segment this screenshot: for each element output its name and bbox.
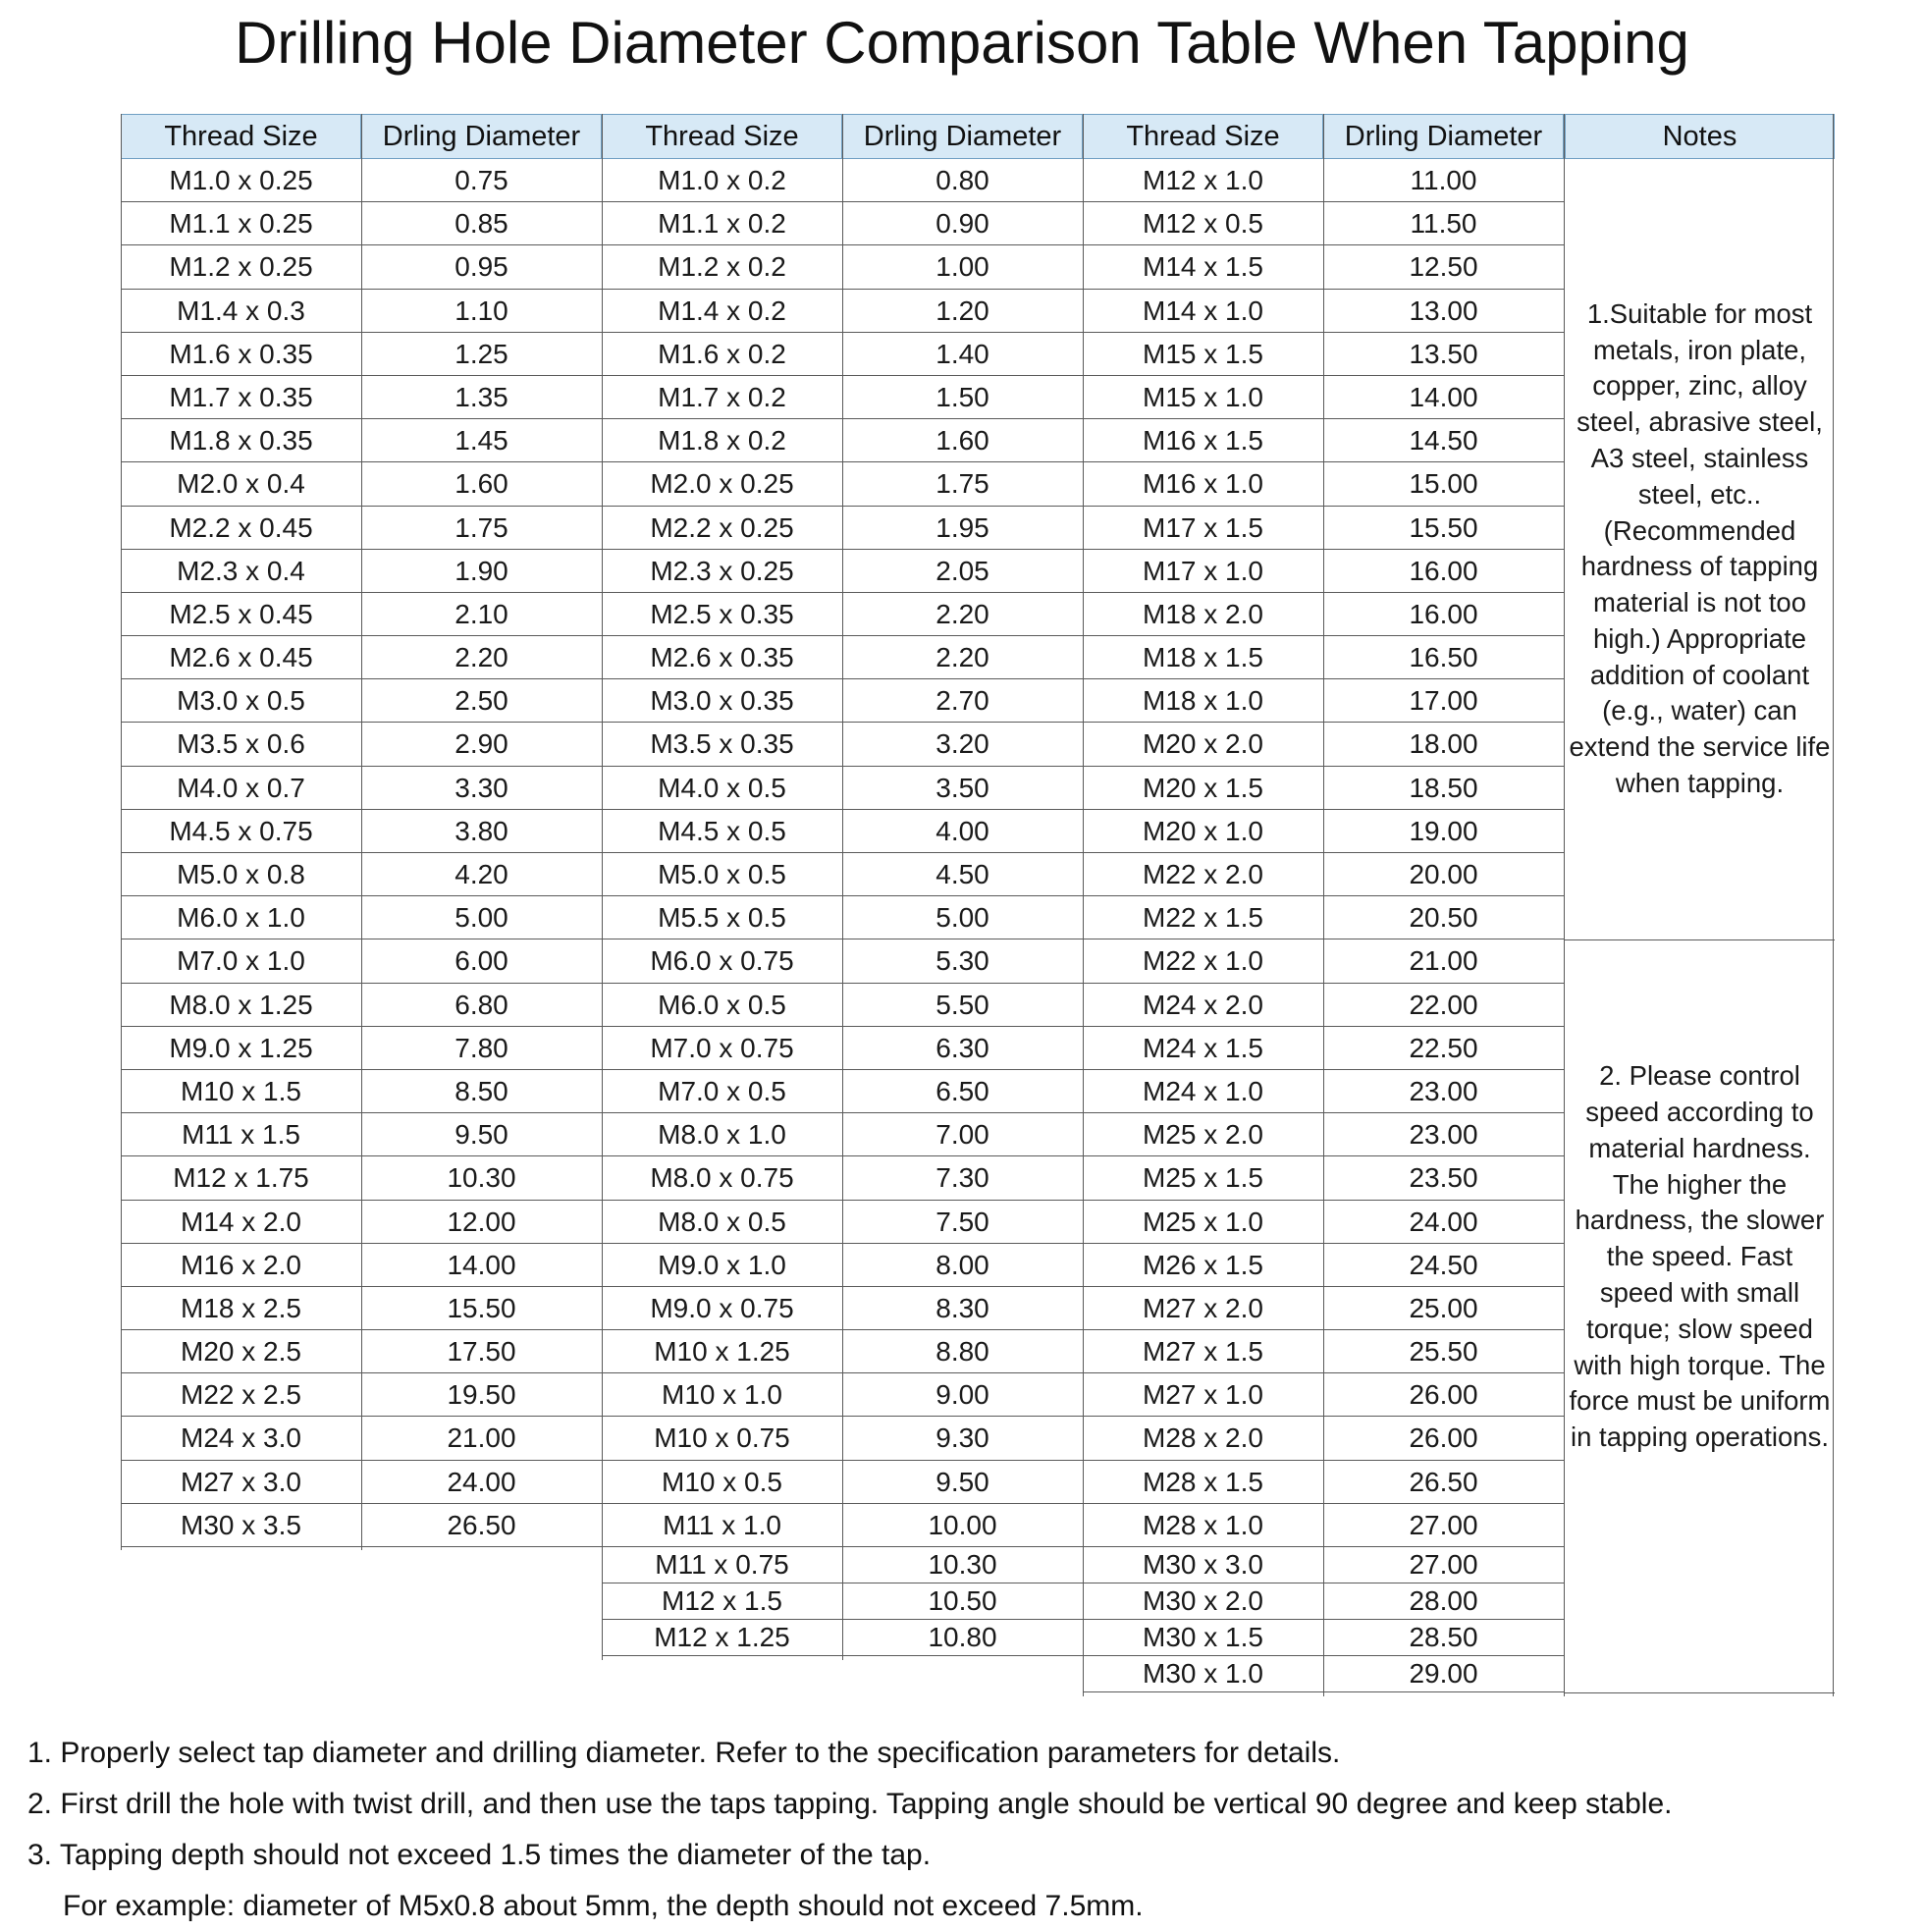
drilling-diameter-cell: 6.30 [842, 1027, 1083, 1070]
thread-size-cell: M6.0 x 1.0 [121, 896, 361, 939]
thread-size-cell: M1.0 x 0.2 [602, 159, 842, 202]
drilling-diameter-cell: 16.00 [1323, 550, 1564, 593]
grid-line [602, 114, 603, 1660]
drilling-diameter-cell: 17.00 [1323, 679, 1564, 723]
grid-line [1564, 114, 1565, 1696]
thread-size-cell: M27 x 1.0 [1083, 1373, 1323, 1417]
table3-thread-header: Thread Size [1083, 114, 1323, 159]
thread-size-cell: M4.0 x 0.7 [121, 767, 361, 810]
thread-size-cell: M16 x 2.0 [121, 1244, 361, 1287]
thread-size-cell: M2.3 x 0.25 [602, 550, 842, 593]
thread-size-cell: M2.2 x 0.25 [602, 507, 842, 550]
drilling-diameter-cell: 0.75 [361, 159, 602, 202]
thread-size-cell: M9.0 x 1.0 [602, 1244, 842, 1287]
drilling-diameter-cell: 0.95 [361, 245, 602, 289]
drilling-diameter-cell: 18.50 [1323, 767, 1564, 810]
thread-size-cell: M20 x 1.5 [1083, 767, 1323, 810]
drilling-diameter-cell: 4.00 [842, 810, 1083, 853]
page-title: Drilling Hole Diameter Comparison Table When Tapping [235, 10, 1689, 76]
thread-size-cell: M1.1 x 0.25 [121, 202, 361, 245]
thread-size-cell: M8.0 x 1.25 [121, 984, 361, 1027]
drilling-diameter-cell: 2.20 [842, 636, 1083, 679]
thread-size-cell: M14 x 1.0 [1083, 290, 1323, 333]
thread-size-cell: M2.2 x 0.45 [121, 507, 361, 550]
thread-size-cell: M14 x 1.5 [1083, 245, 1323, 289]
thread-size-cell: M12 x 0.5 [1083, 202, 1323, 245]
thread-size-cell: M2.6 x 0.45 [121, 636, 361, 679]
thread-size-cell: M3.5 x 0.6 [121, 723, 361, 766]
grid-line [361, 114, 362, 1550]
thread-size-cell: M16 x 1.0 [1083, 462, 1323, 506]
thread-size-cell: M15 x 1.0 [1083, 376, 1323, 419]
drilling-diameter-cell: 3.50 [842, 767, 1083, 810]
drilling-diameter-cell: 4.50 [842, 853, 1083, 896]
thread-size-cell: M1.6 x 0.2 [602, 333, 842, 376]
thread-size-cell: M27 x 2.0 [1083, 1287, 1323, 1330]
table3-thread-col [1083, 114, 1323, 1692]
thread-size-cell: M18 x 1.0 [1083, 679, 1323, 723]
drilling-diameter-cell: 2.20 [361, 636, 602, 679]
drilling-diameter-cell: 25.00 [1323, 1287, 1564, 1330]
thread-size-cell: M12 x 1.25 [602, 1620, 842, 1656]
drilling-diameter-cell: 1.40 [842, 333, 1083, 376]
thread-size-cell: M17 x 1.0 [1083, 550, 1323, 593]
drilling-diameter-cell: 1.75 [361, 507, 602, 550]
thread-size-cell: M10 x 0.75 [602, 1417, 842, 1460]
drilling-diameter-cell: 19.50 [361, 1373, 602, 1417]
thread-size-cell: M18 x 1.5 [1083, 636, 1323, 679]
thread-size-cell: M9.0 x 1.25 [121, 1027, 361, 1070]
thread-size-cell: M20 x 2.0 [1083, 723, 1323, 766]
table2-thread-col [602, 114, 842, 1656]
drilling-diameter-cell: 5.50 [842, 984, 1083, 1027]
thread-size-cell: M24 x 3.0 [121, 1417, 361, 1460]
drilling-diameter-cell: 9.50 [842, 1461, 1083, 1504]
thread-size-cell: M26 x 1.5 [1083, 1244, 1323, 1287]
thread-size-cell: M1.0 x 0.25 [121, 159, 361, 202]
drilling-diameter-cell: 21.00 [361, 1417, 602, 1460]
note-2: 2. Please control speed according to material hardness. The higher the hardness, the slower the speed. Fast speed with small torque; slow speed with high torque. The force must be uniform in tapping operations. [1565, 940, 1835, 1693]
thread-size-cell: M30 x 1.5 [1083, 1620, 1323, 1656]
drilling-diameter-cell: 9.00 [842, 1373, 1083, 1417]
drilling-diameter-cell: 27.00 [1323, 1504, 1564, 1547]
drilling-diameter-cell: 20.50 [1323, 896, 1564, 939]
thread-size-cell: M24 x 2.0 [1083, 984, 1323, 1027]
drilling-diameter-cell: 14.00 [361, 1244, 602, 1287]
grid-line [1323, 114, 1324, 1696]
drilling-diameter-cell: 12.00 [361, 1201, 602, 1244]
thread-size-cell: M1.7 x 0.2 [602, 376, 842, 419]
thread-size-cell: M11 x 0.75 [602, 1547, 842, 1583]
drilling-diameter-cell: 1.50 [842, 376, 1083, 419]
drilling-diameter-cell: 1.60 [361, 462, 602, 506]
thread-size-cell: M7.0 x 1.0 [121, 939, 361, 983]
thread-size-cell: M17 x 1.5 [1083, 507, 1323, 550]
thread-size-cell: M2.5 x 0.45 [121, 593, 361, 636]
drilling-diameter-cell: 23.00 [1323, 1070, 1564, 1113]
thread-size-cell: M1.6 x 0.35 [121, 333, 361, 376]
drilling-diameter-cell: 26.50 [1323, 1461, 1564, 1504]
drilling-diameter-cell: 8.50 [361, 1070, 602, 1113]
drilling-diameter-cell: 6.80 [361, 984, 602, 1027]
drilling-diameter-cell: 1.20 [842, 290, 1083, 333]
table2-thread-header: Thread Size [602, 114, 842, 159]
drilling-diameter-cell: 29.00 [1323, 1656, 1564, 1692]
drilling-diameter-cell: 5.30 [842, 939, 1083, 983]
drilling-diameter-cell: 7.50 [842, 1201, 1083, 1244]
table1-thread-col [121, 114, 361, 1547]
drilling-diameter-cell: 8.30 [842, 1287, 1083, 1330]
thread-size-cell: M30 x 3.5 [121, 1504, 361, 1547]
footer-line-2: 2. First drill the hole with twist drill, and then use the taps tapping. Tapping angle should be vertical 90 degree and keep stable. [27, 1788, 1673, 1820]
drilling-diameter-cell: 6.00 [361, 939, 602, 983]
thread-size-cell: M24 x 1.0 [1083, 1070, 1323, 1113]
drilling-diameter-cell: 6.50 [842, 1070, 1083, 1113]
thread-size-cell: M27 x 3.0 [121, 1461, 361, 1504]
thread-size-cell: M11 x 1.0 [602, 1504, 842, 1547]
thread-size-cell: M25 x 1.5 [1083, 1156, 1323, 1200]
footer-notes [27, 1728, 1902, 1932]
note-1: 1.Suitable for most metals, iron plate, copper, zinc, alloy steel, abrasive steel, A3 steel, stainless steel, etc..(Recommended hardness of tapping material is not too high.) Appropriate addition of coolant (e.g., water) can extend the service life when tapping. [1565, 159, 1835, 940]
table2-diameter-col [842, 114, 1083, 1656]
footer-line-3: 3. Tapping depth should not exceed 1.5 times the diameter of the tap. [27, 1839, 932, 1871]
drilling-diameter-cell: 22.50 [1323, 1027, 1564, 1070]
thread-size-cell: M25 x 2.0 [1083, 1113, 1323, 1156]
thread-size-cell: M10 x 1.5 [121, 1070, 361, 1113]
thread-size-cell: M1.8 x 0.35 [121, 419, 361, 462]
drilling-diameter-cell: 4.20 [361, 853, 602, 896]
thread-size-cell: M4.0 x 0.5 [602, 767, 842, 810]
grid-line [1833, 114, 1834, 1696]
drilling-diameter-cell: 28.00 [1323, 1583, 1564, 1620]
thread-size-cell: M6.0 x 0.5 [602, 984, 842, 1027]
thread-size-cell: M1.2 x 0.25 [121, 245, 361, 289]
drilling-diameter-cell: 15.00 [1323, 462, 1564, 506]
drilling-diameter-cell: 0.80 [842, 159, 1083, 202]
thread-size-cell: M5.5 x 0.5 [602, 896, 842, 939]
thread-size-cell: M2.3 x 0.4 [121, 550, 361, 593]
thread-size-cell: M10 x 1.25 [602, 1330, 842, 1373]
drilling-diameter-cell: 7.00 [842, 1113, 1083, 1156]
drilling-diameter-cell: 20.00 [1323, 853, 1564, 896]
drilling-diameter-cell: 19.00 [1323, 810, 1564, 853]
thread-size-cell: M1.4 x 0.2 [602, 290, 842, 333]
drilling-diameter-cell: 11.50 [1323, 202, 1564, 245]
thread-size-cell: M1.7 x 0.35 [121, 376, 361, 419]
table1-thread-header: Thread Size [121, 114, 361, 159]
thread-size-cell: M1.1 x 0.2 [602, 202, 842, 245]
drilling-diameter-cell: 8.80 [842, 1330, 1083, 1373]
drilling-diameter-cell: 1.10 [361, 290, 602, 333]
thread-size-cell: M11 x 1.5 [121, 1113, 361, 1156]
drilling-diameter-cell: 10.80 [842, 1620, 1083, 1656]
drilling-diameter-cell: 11.00 [1323, 159, 1564, 202]
table1-diameter-header: Drling Diameter [361, 114, 602, 159]
drilling-diameter-cell: 1.75 [842, 462, 1083, 506]
thread-size-cell: M27 x 1.5 [1083, 1330, 1323, 1373]
drilling-diameter-cell: 2.70 [842, 679, 1083, 723]
drilling-diameter-cell: 15.50 [361, 1287, 602, 1330]
thread-size-cell: M8.0 x 0.5 [602, 1201, 842, 1244]
thread-size-cell: M2.0 x 0.4 [121, 462, 361, 506]
drilling-diameter-cell: 5.00 [842, 896, 1083, 939]
thread-size-cell: M18 x 2.0 [1083, 593, 1323, 636]
drilling-diameter-cell: 16.50 [1323, 636, 1564, 679]
drilling-diameter-cell: 28.50 [1323, 1620, 1564, 1656]
thread-size-cell: M25 x 1.0 [1083, 1201, 1323, 1244]
drilling-diameter-cell: 1.95 [842, 507, 1083, 550]
drilling-diameter-cell: 3.80 [361, 810, 602, 853]
thread-size-cell: M16 x 1.5 [1083, 419, 1323, 462]
thread-size-cell: M18 x 2.5 [121, 1287, 361, 1330]
thread-size-cell: M22 x 2.0 [1083, 853, 1323, 896]
drilling-diameter-cell: 24.50 [1323, 1244, 1564, 1287]
drilling-diameter-cell: 26.50 [361, 1504, 602, 1547]
thread-size-cell: M30 x 1.0 [1083, 1656, 1323, 1692]
drilling-diameter-cell: 0.85 [361, 202, 602, 245]
thread-size-cell: M28 x 2.0 [1083, 1417, 1323, 1460]
thread-size-cell: M20 x 1.0 [1083, 810, 1323, 853]
table1-diameter-col [361, 114, 602, 1547]
drilling-diameter-cell: 14.50 [1323, 419, 1564, 462]
drilling-diameter-cell: 22.00 [1323, 984, 1564, 1027]
grid-line [842, 114, 843, 1660]
drilling-diameter-cell: 13.00 [1323, 290, 1564, 333]
thread-size-cell: M24 x 1.5 [1083, 1027, 1323, 1070]
thread-size-cell: M28 x 1.0 [1083, 1504, 1323, 1547]
drilling-diameter-cell: 8.00 [842, 1244, 1083, 1287]
thread-size-cell: M3.5 x 0.35 [602, 723, 842, 766]
drilling-diameter-cell: 24.00 [1323, 1201, 1564, 1244]
thread-size-cell: M10 x 0.5 [602, 1461, 842, 1504]
drilling-diameter-cell: 14.00 [1323, 376, 1564, 419]
drilling-diameter-cell: 1.45 [361, 419, 602, 462]
thread-size-cell: M12 x 1.75 [121, 1156, 361, 1200]
drilling-diameter-cell: 9.50 [361, 1113, 602, 1156]
thread-size-cell: M7.0 x 0.5 [602, 1070, 842, 1113]
thread-size-cell: M22 x 1.5 [1083, 896, 1323, 939]
thread-size-cell: M15 x 1.5 [1083, 333, 1323, 376]
drilling-diameter-cell: 15.50 [1323, 507, 1564, 550]
drilling-diameter-cell: 10.30 [842, 1547, 1083, 1583]
thread-size-cell: M2.6 x 0.35 [602, 636, 842, 679]
drilling-diameter-cell: 1.25 [361, 333, 602, 376]
drilling-diameter-cell: 0.90 [842, 202, 1083, 245]
thread-size-cell: M1.2 x 0.2 [602, 245, 842, 289]
thread-size-cell: M8.0 x 1.0 [602, 1113, 842, 1156]
thread-size-cell: M5.0 x 0.8 [121, 853, 361, 896]
thread-size-cell: M9.0 x 0.75 [602, 1287, 842, 1330]
drilling-diameter-cell: 2.10 [361, 593, 602, 636]
thread-size-cell: M10 x 1.0 [602, 1373, 842, 1417]
thread-size-cell: M2.0 x 0.25 [602, 462, 842, 506]
drilling-diameter-cell: 23.50 [1323, 1156, 1564, 1200]
thread-size-cell: M6.0 x 0.75 [602, 939, 842, 983]
thread-size-cell: M22 x 1.0 [1083, 939, 1323, 983]
thread-size-cell: M3.0 x 0.5 [121, 679, 361, 723]
table3-diameter-col [1323, 114, 1564, 1692]
drilling-diameter-cell: 2.05 [842, 550, 1083, 593]
thread-size-cell: M8.0 x 0.75 [602, 1156, 842, 1200]
drilling-diameter-cell: 12.50 [1323, 245, 1564, 289]
thread-size-cell: M22 x 2.5 [121, 1373, 361, 1417]
drilling-diameter-cell: 24.00 [361, 1461, 602, 1504]
drilling-diameter-cell: 1.35 [361, 376, 602, 419]
drilling-diameter-cell: 13.50 [1323, 333, 1564, 376]
table2-diameter-header: Drling Diameter [842, 114, 1083, 159]
drilling-diameter-cell: 17.50 [361, 1330, 602, 1373]
drilling-diameter-cell: 26.00 [1323, 1417, 1564, 1460]
drilling-diameter-cell: 18.00 [1323, 723, 1564, 766]
thread-size-cell: M30 x 3.0 [1083, 1547, 1323, 1583]
thread-size-cell: M28 x 1.5 [1083, 1461, 1323, 1504]
drilling-diameter-cell: 2.50 [361, 679, 602, 723]
footer-line-4: For example: diameter of M5x0.8 about 5mm, the depth should not exceed 7.5mm. [63, 1890, 1144, 1922]
drilling-diameter-cell: 26.00 [1323, 1373, 1564, 1417]
thread-size-cell: M4.5 x 0.5 [602, 810, 842, 853]
grid-line [1083, 114, 1084, 1696]
table3-diameter-header: Drling Diameter [1323, 114, 1564, 159]
drilling-diameter-cell: 3.30 [361, 767, 602, 810]
drilling-diameter-cell: 7.80 [361, 1027, 602, 1070]
notes-col [1565, 114, 1835, 1693]
drilling-diameter-cell: 7.30 [842, 1156, 1083, 1200]
thread-size-cell: M12 x 1.5 [602, 1583, 842, 1620]
drilling-diameter-cell: 27.00 [1323, 1547, 1564, 1583]
thread-size-cell: M1.8 x 0.2 [602, 419, 842, 462]
drilling-diameter-cell: 10.50 [842, 1583, 1083, 1620]
drilling-diameter-cell: 1.00 [842, 245, 1083, 289]
notes-header: Notes [1565, 114, 1835, 159]
thread-size-cell: M2.5 x 0.35 [602, 593, 842, 636]
thread-size-cell: M12 x 1.0 [1083, 159, 1323, 202]
drilling-diameter-cell: 5.00 [361, 896, 602, 939]
drilling-diameter-cell: 21.00 [1323, 939, 1564, 983]
drilling-diameter-cell: 25.50 [1323, 1330, 1564, 1373]
thread-size-cell: M20 x 2.5 [121, 1330, 361, 1373]
drilling-diameter-cell: 2.20 [842, 593, 1083, 636]
drilling-diameter-cell: 1.90 [361, 550, 602, 593]
drilling-diameter-cell: 16.00 [1323, 593, 1564, 636]
drilling-diameter-cell: 3.20 [842, 723, 1083, 766]
footer-line-1: 1. Properly select tap diameter and drilling diameter. Refer to the specification parameters for details. [27, 1737, 1341, 1769]
thread-size-cell: M1.4 x 0.3 [121, 290, 361, 333]
drilling-diameter-cell: 10.30 [361, 1156, 602, 1200]
drilling-diameter-cell: 1.60 [842, 419, 1083, 462]
thread-size-cell: M14 x 2.0 [121, 1201, 361, 1244]
drilling-diameter-cell: 10.00 [842, 1504, 1083, 1547]
thread-size-cell: M5.0 x 0.5 [602, 853, 842, 896]
thread-size-cell: M7.0 x 0.75 [602, 1027, 842, 1070]
drilling-diameter-cell: 23.00 [1323, 1113, 1564, 1156]
drilling-diameter-cell: 2.90 [361, 723, 602, 766]
drilling-diameter-cell: 9.30 [842, 1417, 1083, 1460]
thread-size-cell: M30 x 2.0 [1083, 1583, 1323, 1620]
thread-size-cell: M4.5 x 0.75 [121, 810, 361, 853]
grid-line [121, 114, 122, 1550]
thread-size-cell: M3.0 x 0.35 [602, 679, 842, 723]
